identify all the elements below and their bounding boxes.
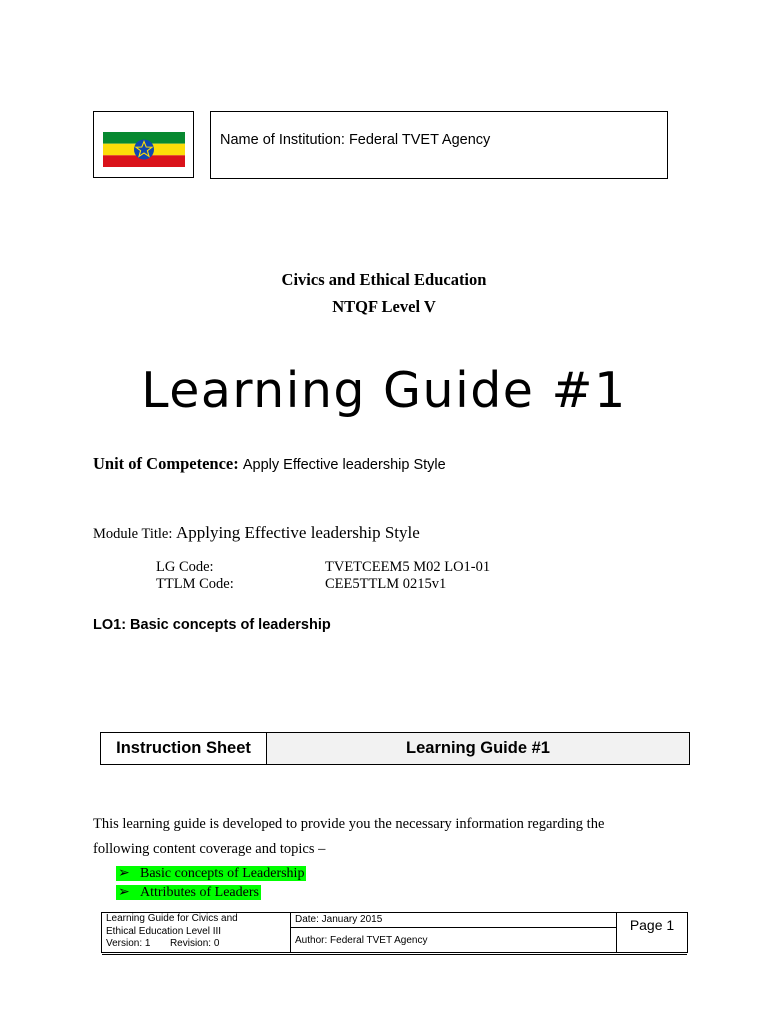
footer-version-line — [106, 938, 286, 951]
list-item — [116, 864, 306, 883]
ttlm-code-value: CEE5TTLM 0215v1 — [325, 576, 447, 592]
list-item-text: Basic concepts of Leadership — [140, 866, 305, 881]
institution-name: Name of Institution: Federal TVET Agency — [220, 132, 491, 148]
footer-guide-line-1: Learning Guide for Civics and — [106, 913, 238, 924]
ttlm-code-label: TTLM Code: — [156, 576, 234, 592]
topic-list — [116, 864, 306, 902]
intro-line-2: following content coverage and topics – — [93, 841, 326, 857]
unit-value: Apply Effective leadership Style — [242, 457, 446, 473]
list-item-text: Attributes of Leaders — [140, 885, 259, 900]
instruction-table — [100, 732, 690, 765]
instruction-sheet-cell — [101, 733, 267, 764]
intro-paragraph — [93, 812, 693, 862]
arrow-bullet-icon: ➢ — [118, 885, 130, 900]
list-item — [116, 883, 306, 902]
footer-page-number: Page 1 — [629, 917, 675, 933]
learning-guide-title: Learning Guide #1 — [141, 362, 627, 419]
module-title — [93, 523, 420, 543]
institution-box — [210, 111, 668, 179]
footer-author: Author: Federal TVET Agency — [295, 934, 428, 946]
footer-version: Version: 1 — [106, 938, 151, 949]
footer-date: Date: January 2015 — [291, 913, 616, 928]
footer-revision: Revision: 0 — [169, 938, 220, 949]
footer-guide-line-2: Ethical Education Level III — [106, 925, 222, 937]
flag-box — [93, 111, 194, 178]
footer-guide-info — [102, 913, 291, 952]
lg-code-value: TVETCEEM5 M02 LO1-01 — [325, 559, 491, 575]
unit-label: Unit of Competence: — [93, 454, 239, 473]
instruction-sheet-label: Instruction Sheet — [116, 739, 251, 757]
page-footer — [101, 912, 688, 953]
module-label: Module Title: — [93, 526, 173, 542]
course-title: Civics and Ethical Education — [281, 270, 487, 289]
learning-outcome: LO1: Basic concepts of leadership — [93, 617, 331, 633]
intro-line-1: This learning guide is developed to provide you the necessary information regarding the — [93, 816, 605, 832]
arrow-bullet-icon: ➢ — [118, 866, 130, 881]
footer-meta — [291, 913, 617, 952]
learning-guide-cell — [267, 733, 689, 764]
unit-of-competence — [93, 454, 446, 474]
lg-code-label: LG Code: — [156, 559, 214, 575]
learning-guide-label: Learning Guide #1 — [406, 739, 550, 757]
level-title: NTQF Level V — [332, 297, 436, 316]
ethiopian-flag-icon — [103, 132, 185, 167]
module-value: Applying Effective leadership Style — [176, 523, 420, 542]
